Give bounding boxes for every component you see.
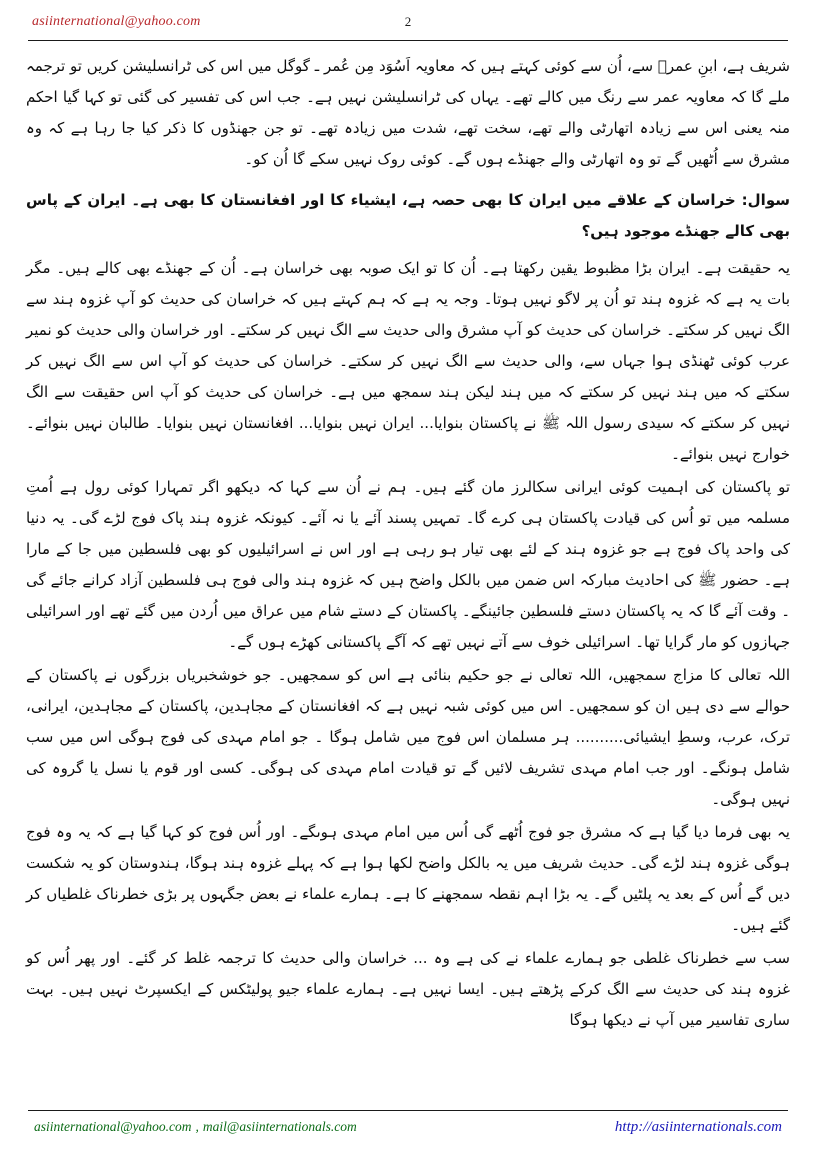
question-paragraph bbox=[26, 185, 790, 247]
header-divider bbox=[28, 40, 788, 41]
page-number: 2 bbox=[404, 14, 412, 29]
paragraph: سب سے خطرناک غلطی جو ہمارے علماء نے کی ہے وہ ... خراسان والی حدیث کا ترجمہ غلط کر گئے۔ اور پھر اُس کو غزوہ ہند کی حدیث سے الگ کرکے پڑھتے ہیں۔ ایسا نہیں ہے۔ ہمارے علماء جیو پولیٹکس کے ایکسپرٹ نہیں ہیں۔ بہت ساری تفاسیر میں آپ نے دیکھا ہوگا bbox=[26, 949, 790, 1029]
paragraph: تو پاکستان کی اہمیت کوئی ایرانی سکالرز مان گئے ہیں۔ ہم نے اُن سے کہا کہ دیکھو اگر تمہارا کوئی رول ہے اُمتِ مسلمہ میں تو اُس کی قیادت پاکستان ہی کرے گا۔ تمہیں پسند آئے یا نہ آئے۔ کیونکہ غزوہ ہند پاک فوج لڑے گی۔ یہ دنیا کی واحد پاک فوج ہے جو غزوہ ہند کے لئے بھی تیار ہو رہی ہے اور اس نے اسرائیلیوں کو بھی فلسطین میں جا کے مارا ہے۔ حضور ﷺ کی احادیث مبارکہ اس ضمن میں بالکل واضح ہیں کہ غزوہ ہند والی فوج ہی فلسطین آزاد کرانے جائے گی ۔ وقت آئے گا کہ یہ پاکستان دستے فلسطین جائینگے۔ پاکستان کے دستے شام میں عراق میں اُردن میں گئے تھے اور اسرائیلی جہازوں کو مار گرایا تھا۔ اسرائیلی خوف سے آتے نہیں تھے کہ آگے پاکستانی کھڑے ہوں گے۔ bbox=[26, 478, 790, 651]
paragraph: اللہ تعالی کا مزاج سمجھیں، اللہ تعالی نے جو حکیم بنائی ہے اس کو سمجھیں۔ جو خوشخبریاں بزرگوں نے پاکستان کے حوالے سے دی ہیں ان کو سمجھیں۔ اس میں کوئی شبہ نہیں ہے کہ افغانستان کے مجاہدین، پاکستان کے مجاہدین، ایرانی، ترک، عرب، وسطِ ایشیائی.......... ہر مسلمان اس فوج میں شامل ہوگا ۔ جو امام مہدی کی فوج ہوگی اس میں سب شامل ہونگے۔ اور جب امام مہدی تشریف لائیں گے تو قیادت امام مہدی کی ہوگی۔ کسی اور قوم یا نسل یا گروہ کی نہیں ہوگی۔ bbox=[26, 666, 790, 808]
header-email: asiinternational@yahoo.com bbox=[32, 14, 201, 29]
footer-contacts bbox=[34, 1119, 357, 1135]
footer-email-primary[interactable]: asiinternational@yahoo.com bbox=[34, 1119, 192, 1134]
page-header bbox=[26, 14, 790, 36]
footer-separator: , bbox=[195, 1119, 199, 1134]
footer-divider bbox=[28, 1110, 788, 1111]
paragraph: یہ بھی فرما دیا گیا ہے کہ مشرق جو فوج اُٹھے گی اُس میں امام مہدی ہوںگے۔ اور اُس فوج کو کہا گیا ہے کہ یہ وہ فوج ہوگی غزوہ ہند لڑے گی۔ حدیث شریف میں یہ بالکل واضح لکھا ہوا ہے کہ پہلے غزوہ ہند ہوگا، ہندوستان کو یہ شکست دیں گے اُس کے بعد یہ پلٹیں گے۔ یہ بڑا اہم نقطہ سمجھنے کا ہے۔ ہمارے علماء نے بعض جگہوں پر بڑی خطرناک غلطیاں کر گئے ہیں۔ bbox=[26, 823, 791, 934]
question-label: سوال: bbox=[741, 191, 790, 209]
question-text: خراسان کے علاقے میں ایران کا بھی حصہ ہے، ایشیاء کا اور افغانستان کا بھی ہے۔ ایران کے پاس بھی کالے جھنڈے موجود ہیں؟ bbox=[26, 191, 790, 240]
footer-website-link[interactable]: http://asiinternationals.com bbox=[614, 1119, 782, 1135]
footer-email-secondary[interactable]: mail@asiinternationals.com bbox=[202, 1119, 357, 1134]
paragraph: شریف ہے، ابنِ عمرؓ سے، اُن سے کوئی کہتے ہیں کہ معاویہ اَسُوَد مِن عُمر ـ گوگل میں اس کی ٹرانسلیشن کریں تو ترجمہ ملے گا کہ معاویہ عمر سے رنگ میں کالے تھے۔ یہاں کی ٹرانسلیشن نہیں ہے۔ جب اس کی تفسیر کی گئی تو کہا گیا احکم منہ یعنی اس سے زیادہ اتھارٹی والے تھے، سخت تھے، شدت میں زیادہ تھے۔ تو جن جھنڈوں کا ذکر کیا جا رہا ہے کہ وہ مشرق سے اُٹھیں گے تو وہ اتھارٹی والے جھنڈے ہوں گے۔ کوئی روک نہیں سکے گا اُن کو۔ bbox=[26, 57, 790, 168]
paragraph: یہ حقیقت ہے۔ ایران بڑا مظبوط یقین رکھتا ہے۔ اُن کا تو ایک صوبہ بھی خراسان ہے۔ اُن کے جھنڈے بھی کالے ہیں۔ مگر بات یہ ہے کہ غزوہ ہند تو اُن پر لاگو نہیں ہوتا۔ وجہ یہ ہے کہ ہم کہتے ہیں کہ خراسان کی حدیث کو آپ غزوہ ہند سے الگ نہیں کر سکتے۔ خراسان کی حدیث کو آپ مشرق والی حدیث سے الگ نہیں کر سکتے۔ اور خراسان والی حدیث کو نمیر عرب کوئی ٹھنڈی ہوا جہاں سے، والی حدیث سے الگ نہیں کر سکتے۔ خراسان کی حدیث کو آپ اس سے الگ نہیں کر سکتے کہ میں ہند نہیں کر سکتے کہ میں ہند لیکن ہند سمجھ میں ہے۔ خراسان کی حدیث کو آپ اس حقیقت سے الگ نہیں کر سکتے کہ سیدی رسول اللہ ﷺ نے پاکستان بنوایا... ایران نہیں بنوایا... افغانستان نہیں بنوایا۔ طالبان نہیں بنوائے۔ خوارج نہیں بنوائے۔ bbox=[26, 259, 790, 463]
page-footer bbox=[26, 1104, 790, 1138]
document-body bbox=[26, 51, 790, 1036]
